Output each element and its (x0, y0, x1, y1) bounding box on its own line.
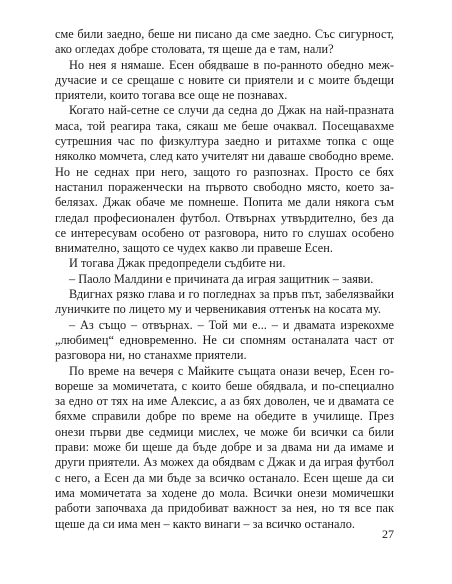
paragraph-7: – Аз също – отвърнах. – Той ми е... – и двамата изрекохме „любимец“ едновременно. Не си спомням останалата част от разговора ни, но станахме приятели. (55, 317, 394, 363)
paragraph-8: По време на вечеря с Майките същата онази вечер, Есен говореше за момичетата, с които беше обядвала, и по-специално за едно от тях на име Алексис, а аз бях доволен, че и двамата се бяхме справили добре по време на обедите в училище. През онези първи две седмици мислех, че може би всички са били прави: може би щеше да бъде добре и за двама ни да имаме и други приятели. Аз можех да обядвам с Джак и да играя футбол с него, а Есен да ми бъде за всичко останало. Есен щеше да си има момичетата за ходене до мола. Всички онези момичешки работи започваха да придобиват важност за нея, но тя все пак щеше да си има мен – както винаги – за всичко останало. (55, 363, 394, 531)
paragraph-3: Когато най-сетне се случи да седна до Джак на най-празната маса, той реагира така, сякаш ме беше очаквал. Посещавахме сутрешния час по физкултура заедно и ритахме топка с още няколко момчета, след като учителят ни даваше свободно време. Но не седнах при него, защото го разпознах. Просто се бях настанил пораженчески на първото свободно място, което забелязах. Джак обаче ме помнеше. Попита ме дали някога съм гледал професионален футбол. Отвърнах утвърдително, без да се интересувам особено от разговора, нито го слушах особено внимателно, защото се чудех какво ли правеше Есен. (55, 103, 394, 256)
paragraph-6: Вдигнах рязко глава и го погледнах за пръв път, забелязвайки луничките по лицето му и червеникавия оттенък на косата му. (55, 287, 394, 317)
paragraph-2: Но нея я нямаше. Есен обядваше в по-ранното обедно междучасие и се срещаше с новите си приятели и с моите бъдещи приятели, които тогава все още не познавах. (55, 57, 394, 103)
body-text (55, 27, 394, 532)
page-number: 27 (382, 527, 394, 541)
paragraph-1: сме били заедно, беше ни писано да сме заедно. Със сигурност, ако огледах добре столовата, тя щеше да е там, нали? (55, 27, 394, 57)
paragraph-4: И тогава Джак предопредели съдбите ни. (69, 256, 286, 271)
paragraph-5: – Паоло Малдини е причината да играя защитник – заяви. (69, 271, 374, 286)
